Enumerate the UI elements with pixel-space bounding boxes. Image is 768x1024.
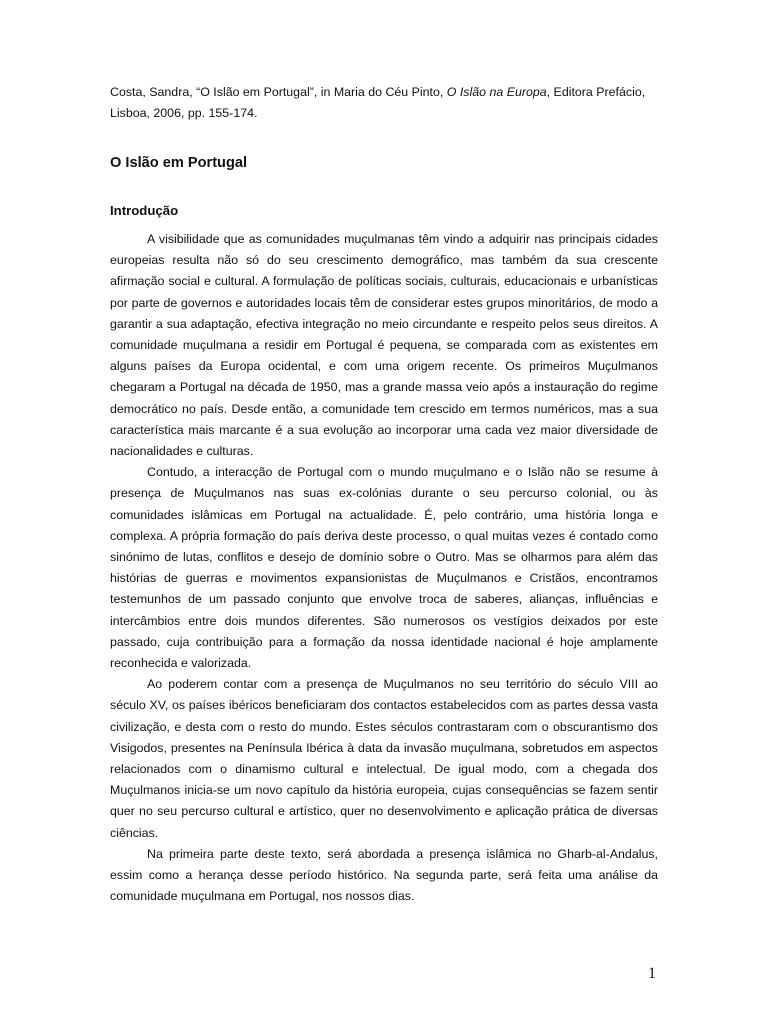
citation-chapter: “O Islão em Portugal”, in Maria do Céu Pinto,: [196, 85, 447, 99]
citation-publisher: , Editora Prefácio, Lisboa, 2006, pp. 155-174.: [110, 85, 646, 120]
citation-authors: Costa, Sandra,: [110, 85, 197, 99]
section-heading: Introdução: [110, 203, 179, 218]
page-content: [110, 82, 658, 908]
citation: [110, 82, 658, 124]
paragraph-1: A visibilidade que as comunidades muçulmanas têm vindo a adquirir nas principais cidades europeias resulta não só do seu crescimento demográfico, mas também da sua crescente afirmação social e cultural. A formulação de políticas sociais, culturais, educacionais e urbanísticas por parte de governos e autoridades locais têm de considerar estes grupos minoritários, de modo a garantir a sua adaptação, efectiva integração no meio circundante e respeito pelos seus direitos. A comunidade muçulmana a residir em Portugal é pequena, se comparada com as existentes em alguns países da Europa ocidental, e com uma origem recente. Os primeiros Muçulmanos chegaram a Portugal na década de 1950, mas a grande massa veio após a instauração do regime democrático no país. Desde então, a comunidade tem crescido em termos numéricos, mas a sua característica mais marcante é a sua evolução ao incorporar uma cada vez maior diversidade de nacionalidades e culturas.: [110, 232, 658, 459]
page-number: 1: [648, 965, 656, 982]
paragraph-2: Contudo, a interacção de Portugal com o mundo muçulmano e o Islão não se resume à presença de Muçulmanos nas suas ex-colónias durante o seu percurso colonial, ou às comunidades islâmicas em Portugal na actualidade. É, pelo contrário, uma história longa e complexa. A própria formação do país deriva deste processo, o qual muitas vezes é contado como sinónimo de lutas, conflitos e desejo de domínio sobre o Outro. Mas se olharmos para além das histórias de guerras e movimentos expansionistas de Muçulmanos e Cristãos, encontramos testemunhos de um passado conjunto que envolve troca de saberes, alianças, influências e intercâmbios entre dois mundos diferentes. São numerosos os vestígios deixados por este passado, cuja contribuição para a formação da nossa identidade nacional é hoje amplamente reconhecida e valorizada.: [110, 465, 658, 671]
paragraph-3: Ao poderem contar com a presença de Muçulmanos no seu território do século VIII ao século XV, os países ibéricos beneficiaram dos contactos estabelecidos com as partes dessa vasta civilização, e desta com o resto do mundo. Estes séculos contrastaram com o obscurantismo dos Visigodos, presentes na Península Ibérica à data da invasão muçulmana, sobretudos em aspectos relacionados com o dinamismo cultural e intelectual. De igual modo, com a chegada dos Muçulmanos inicia-se um novo capítulo da história europeia, cujas consequências se fazem sentir quer no seu percurso cultural e artístico, quer no desenvolvimento e aplicação prática de diversas ciências.: [110, 677, 658, 840]
document-title: O Islão em Portugal: [110, 155, 248, 171]
body-text: [110, 229, 658, 908]
paragraph-4: Na primeira parte deste texto, será abordada a presença islâmica no Gharb-al-Andalus, essim como a herança desse período histórico. Na segunda parte, será feita uma análise da comunidade muçulmana em Portugal, nos nossos dias.: [110, 846, 658, 904]
citation-book-title: O Islão na Europa: [446, 85, 547, 99]
